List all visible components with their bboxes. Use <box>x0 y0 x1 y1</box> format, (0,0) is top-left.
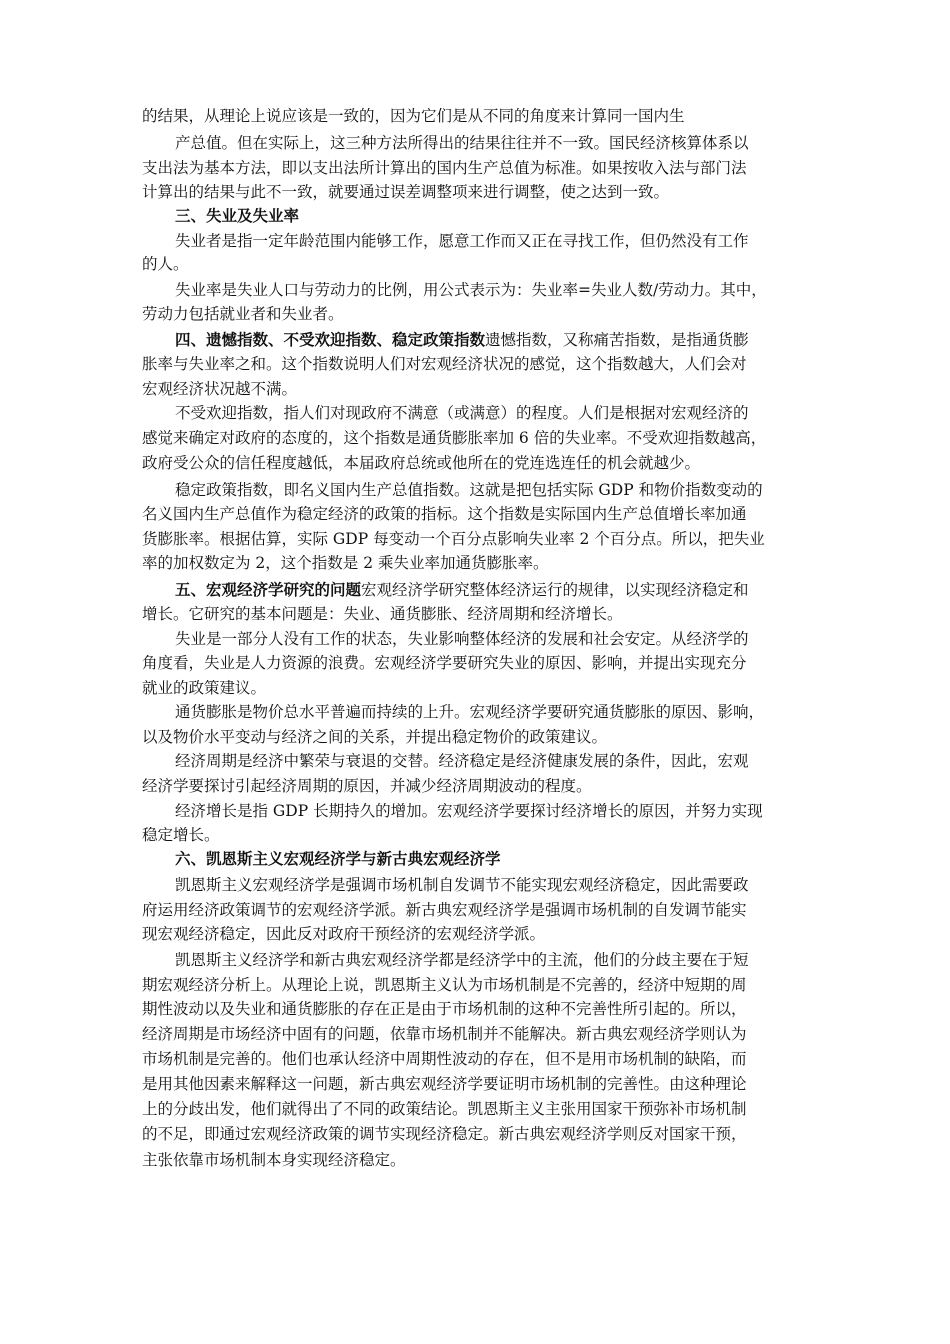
body-text: 失业率是失业人口与劳动力的比例，用公式表示为：失业率=失业人数/劳动力。其中， <box>175 281 767 299</box>
body-text: 稳定增长。 <box>142 826 220 844</box>
text-line <box>142 601 623 627</box>
body-text: 失业者是指一定年龄范围内能够工作，愿意工作而又正在寻找工作，但仍然没有工作 <box>175 232 749 250</box>
body-text: 不受欢迎指数，指人们对现政府不满意（或满意）的程度。人们是根据对宏观经济的 <box>175 404 749 422</box>
body-text: 凯恩斯主义宏观经济学是强调市场机制自发调节不能实现宏观经济稳定，因此需要政 <box>175 876 749 894</box>
text-line <box>175 846 501 872</box>
text-line <box>142 897 747 923</box>
text-line <box>142 1147 406 1173</box>
text-line <box>142 1071 747 1097</box>
body-text: 以及物价水平变动与经济之间的关系，并提出稳定物价的政策建议。 <box>142 728 608 746</box>
text-line <box>142 1021 747 1047</box>
text-line <box>175 277 767 303</box>
text-line <box>142 675 266 701</box>
text-line <box>142 921 545 947</box>
body-text: 感觉来确定对政府的态度的，这个指数是通货膨胀率加 6 倍的失业率。不受欢迎指数越高， <box>142 429 767 447</box>
body-text: 经济周期是经济中繁荣与衰退的交替。经济稳定是经济健康发展的条件，因此，宏观 <box>175 752 749 770</box>
body-text: 经济增长是指 GDP 长期持久的增加。宏观经济学要探讨经济增长的原因，并努力实现 <box>175 802 763 820</box>
text-line <box>142 822 220 848</box>
body-text: 期宏观经济分析上。从理论上说，凯恩斯主义认为市场机制是不完善的，经济中短期的周 <box>142 976 747 994</box>
text-line <box>175 203 299 229</box>
text-line <box>142 450 700 476</box>
body-text: 主张依靠市场机制本身实现经济稳定。 <box>142 1151 406 1169</box>
body-text: 劳动力包括就业者和失业者。 <box>142 305 344 323</box>
text-line <box>175 130 749 156</box>
text-line <box>142 650 747 676</box>
body-text: 宏观经济状况越不满。 <box>142 380 298 398</box>
text-line <box>175 748 749 774</box>
text-line <box>142 376 297 402</box>
text-line <box>142 501 747 527</box>
text-line <box>142 179 669 205</box>
body-text: 胀率与失业率之和。这个指数说明人们对宏观经济状况的感觉，这个指数越大，人们会对 <box>142 355 747 373</box>
body-text: 率的加权数定为 2，这个指数是 2 乘失业率加通货膨胀率。 <box>142 554 549 572</box>
section-heading: 三、失业及失业率 <box>175 206 300 225</box>
body-text: 经济周期是市场经济中固有的问题，依靠市场机制并不能解决。新古典宏观经济学则认为 <box>142 1025 747 1043</box>
body-text: 产总值。但在实际上，这三种方法所得出的结果往往并不一致。国民经济核算体系以 <box>175 134 749 152</box>
body-text: 角度看，失业是人力资源的浪费。宏观经济学要研究失业的原因、影响，并提出实现充分 <box>142 654 747 672</box>
section-heading: 五、宏观经济学研究的问题 <box>175 580 362 599</box>
text-line <box>142 301 344 327</box>
body-text: 的结果，从理论上说应该是一致的，因为它们是从不同的角度来计算同一国内生 <box>142 107 685 125</box>
body-text: 现宏观经济稳定，因此反对政府干预经济的宏观经济学派。 <box>142 925 546 943</box>
text-line <box>142 996 747 1022</box>
body-text: 政府受公众的信任程度越低，本届政府总统或他所在的党连选连任的机会就越少。 <box>142 454 701 472</box>
body-text: 计算出的结果与此不一致，就要通过误差调整项来进行调整，使之达到一致。 <box>142 183 670 201</box>
text-line <box>175 477 763 503</box>
body-text: 府运用经济政策调节的宏观经济学派。新古典宏观经济学是强调市场机制的自发调节能实 <box>142 901 747 919</box>
text-line <box>142 425 766 451</box>
section-heading: 四、遗憾指数、不受欢迎指数、稳定政策指数 <box>175 330 486 349</box>
body-text: 凯恩斯主义经济学和新古典宏观经济学都是经济学中的主流，他们的分歧主要在于短 <box>175 951 749 969</box>
text-line <box>142 351 747 377</box>
body-text: 的人。 <box>142 255 189 273</box>
body-text: 遗憾指数，又称痛苦指数，是指通货膨 <box>485 331 749 349</box>
text-line <box>142 550 549 576</box>
body-text: 就业的政策建议。 <box>142 679 267 697</box>
body-text: 是用其他因素来解释这一问题，新古典宏观经济学要证明市场机制的完善性。由这种理论 <box>142 1075 747 1093</box>
text-line <box>142 103 685 129</box>
text-line <box>142 1096 747 1122</box>
text-line <box>175 228 749 254</box>
body-text: 通货膨胀是物价总水平普遍而持续的上升。宏观经济学要研究通货膨胀的原因、影响， <box>175 703 765 721</box>
body-text: 稳定政策指数，即名义国内生产总值指数。这就是把包括实际 GDP 和物价指数变动的 <box>175 481 763 499</box>
body-text: 失业是一部分人没有工作的状态，失业影响整体经济的发展和社会安定。从经济学的 <box>175 630 749 648</box>
text-line <box>142 972 747 998</box>
text-line <box>175 699 764 725</box>
text-line <box>175 798 763 824</box>
text-line <box>142 155 747 181</box>
body-text: 上的分歧出发，他们就得出了不同的政策结论。凯恩斯主义主张用国家干预弥补市场机制 <box>142 1100 747 1118</box>
body-text: 增长。它研究的基本问题是：失业、通货膨胀、经济周期和经济增长。 <box>142 605 623 623</box>
text-line <box>175 872 749 898</box>
text-line <box>142 724 607 750</box>
text-line <box>175 577 749 603</box>
text-line <box>175 947 749 973</box>
text-line <box>142 1046 747 1072</box>
text-line <box>142 251 189 277</box>
text-line <box>142 773 592 799</box>
body-text: 宏观经济学研究整体经济运行的规律，以实现经济稳定和 <box>361 581 749 599</box>
body-text: 货膨胀率。根据估算，实际 GDP 每变动一个百分点影响失业率 2 个百分点。所以，把失业 <box>142 530 765 548</box>
body-text: 名义国内生产总值作为稳定经济的政策的指标。这个指数是实际国内生产总值增长率加通 <box>142 505 747 523</box>
text-line <box>142 1121 747 1147</box>
text-line <box>175 327 749 353</box>
text-line <box>175 626 749 652</box>
body-text: 的不足，即通过宏观经济政策的调节实现经济稳定。新古典宏观经济学则反对国家干预， <box>142 1125 747 1143</box>
body-text: 经济学要探讨引起经济周期的原因，并减少经济周期波动的程度。 <box>142 777 592 795</box>
section-heading: 六、凯恩斯主义宏观经济学与新古典宏观经济学 <box>175 849 501 868</box>
body-text: 期性波动以及失业和通货膨胀的存在正是由于市场机制的这种不完善性所引起的。所以， <box>142 1000 747 1018</box>
text-line <box>175 400 749 426</box>
body-text: 支出法为基本方法，即以支出法所计算出的国内生产总值为标准。如果按收入法与部门法 <box>142 159 747 177</box>
text-line <box>142 526 765 552</box>
body-text: 市场机制是完善的。他们也承认经济中周期性波动的存在，但不是用市场机制的缺陷，而 <box>142 1050 747 1068</box>
